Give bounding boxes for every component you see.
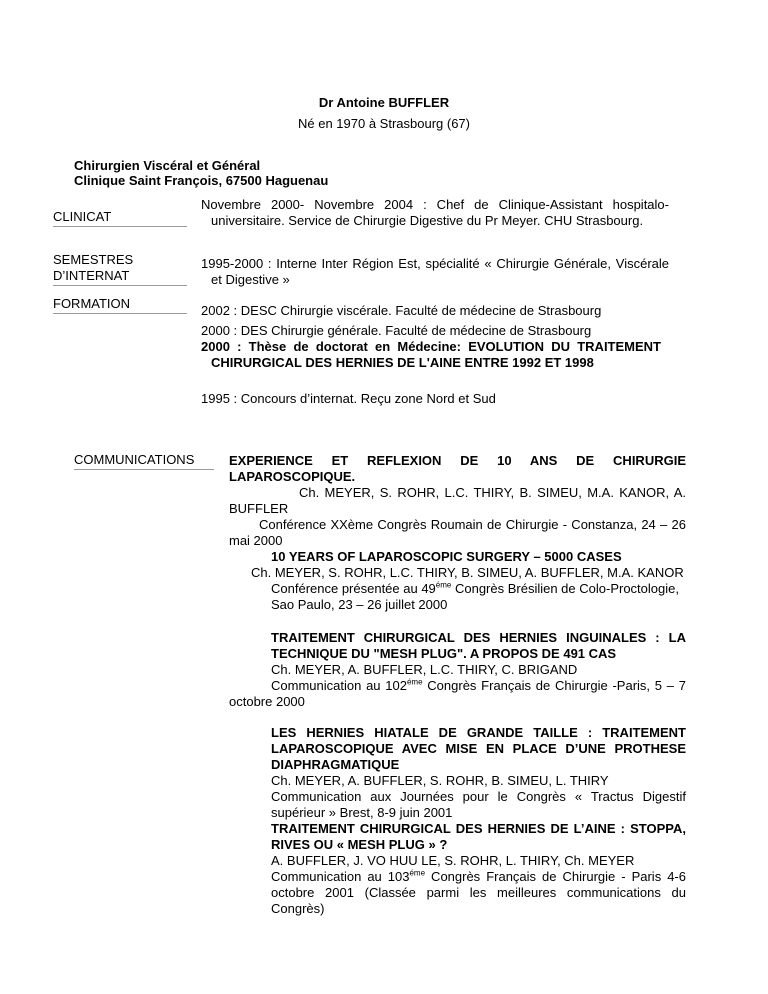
formation-list: [201, 303, 661, 407]
communication-entry: [229, 549, 686, 613]
section-label-clinicat: CLINICAT: [53, 209, 187, 227]
internat-label-line1: SEMESTRES: [53, 252, 134, 267]
venue-superscript: éme: [406, 677, 423, 687]
formation-item: 1995 : Concours d’internat. Reçu zone Nord et Sud: [201, 391, 496, 406]
venue-text-b: Congrès Français de Chirurgie -Paris, 5 – 7 octobre 2000: [229, 678, 686, 709]
venue-superscript: éme: [435, 580, 452, 590]
communication-title: TRAITEMENT CHIRURGICAL DES HERNIES DE L’AINE : STOPPA, RIVES OU « MESH PLUG » ?: [271, 821, 686, 852]
section-label-formation: FORMATION: [53, 296, 187, 314]
venue-text-b: Congrès Français de Chirurgie - Paris 4-6 octobre 2001 (Classée parmi les meilleures communications du Congrès): [271, 869, 686, 916]
venue-text-a: Communication au 103: [271, 869, 410, 884]
formation-item: 2002 : DESC Chirurgie viscérale. Faculté de médecine de Strasbourg: [201, 303, 602, 318]
communication-title: TRAITEMENT CHIRURGICAL DES HERNIES INGUINALES : LA TECHNIQUE DU "MESH PLUG". A PROPOS DE 491 CAS: [271, 630, 686, 661]
communication-authors: A. BUFFLER, J. VO HUU LE, S. ROHR, L. THIRY, Ch. MEYER: [271, 853, 635, 868]
position-title: Chirurgien Viscéral et Général: [74, 158, 261, 173]
internat-label-line2: D’INTERNAT: [53, 268, 130, 283]
communication-title: LES HERNIES HIATALE DE GRANDE TAILLE : TRAITEMENT LAPAROSCOPIQUE AVEC MISE EN PLACE D’UNE PROTHESE DIAPHRAGMATIQUE: [271, 725, 686, 772]
formation-item-thesis: 2000 : Thèse de doctorat en Médecine: EVOLUTION DU TRAITEMENT CHIRURGICAL DES HERNIES DE L'AINE ENTRE 1992 ET 1998: [201, 339, 661, 370]
section-label-communications: COMMUNICATIONS: [74, 452, 214, 470]
internat-text: 1995-2000 : Interne Inter Région Est, spécialité « Chirurgie Générale, Viscérale et Digestive »: [201, 256, 669, 287]
communication-entry: [271, 725, 686, 821]
venue-superscript: éme: [409, 868, 426, 878]
venue-text-a: Conférence présentée au 49: [271, 581, 436, 596]
formation-item: 2000 : DES Chirurgie générale. Faculté de médecine de Strasbourg: [201, 323, 592, 338]
communication-venue: [229, 581, 686, 613]
communication-venue: [229, 678, 686, 710]
communication-title: 10 YEARS OF LAPAROSCOPIC SURGERY – 5000 CASES: [271, 549, 622, 564]
communication-authors: Ch. MEYER, S. ROHR, L.C. THIRY, B. SIMEU, A. BUFFLER, M.A. KANOR: [251, 565, 684, 580]
communication-entry: [229, 630, 686, 710]
clinic-address: Clinique Saint François, 67500 Haguenau: [74, 173, 329, 188]
section-label-internat: [53, 252, 187, 286]
communication-authors: Ch. MEYER, A. BUFFLER, S. ROHR, B. SIMEU, L. THIRY: [271, 773, 609, 788]
birth-info: Né en 1970 à Strasbourg (67): [298, 116, 470, 131]
communication-authors: Ch. MEYER, A. BUFFLER, L.C. THIRY, C. BRIGAND: [271, 662, 578, 677]
doctor-name: Dr Antoine BUFFLER: [318, 95, 450, 110]
communication-venue: Conférence XXème Congrès Roumain de Chirurgie - Constanza, 24 – 26 mai 2000: [229, 517, 686, 548]
communication-entry: [229, 453, 686, 549]
communication-entry: [271, 821, 686, 917]
communication-authors: Ch. MEYER, S. ROHR, L.C. THIRY, B. SIMEU, M.A. KANOR, A. BUFFLER: [229, 485, 686, 516]
venue-text-b: Congrès Brésilien de Colo-Proctologie, Sao Paulo, 23 – 26 juillet 2000: [271, 581, 679, 612]
venue-text-a: Communication au 102: [271, 678, 407, 693]
clinicat-text: Novembre 2000- Novembre 2004 : Chef de Clinique-Assistant hospitalo-universitaire. Service de Chirurgie Digestive du Pr Meyer. CHU Strasbourg.: [201, 197, 669, 228]
communication-venue: [271, 869, 686, 917]
communication-title: EXPERIENCE ET REFLEXION DE 10 ANS DE CHIRURGIE LAPAROSCOPIQUE.: [229, 453, 686, 484]
communication-venue: Communication aux Journées pour le Congrès « Tractus Digestif supérieur » Brest, 8-9 juin 2001: [271, 789, 686, 820]
